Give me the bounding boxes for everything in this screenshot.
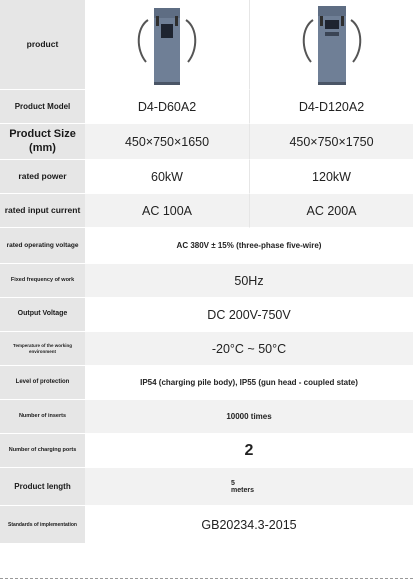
current-d60: AC 100A (85, 194, 249, 228)
product-length-unit: meters (231, 486, 254, 494)
current-d120: AC 200A (249, 194, 413, 228)
power-d60: 60kW (85, 160, 249, 194)
label-rated-input-current: rated input current (0, 194, 85, 228)
output-voltage: DC 200V-750V (85, 298, 413, 332)
model-d60: D4-D60A2 (85, 90, 249, 124)
label-charging-ports: Number of charging ports (0, 434, 85, 468)
label-temperature: Temperature of the working environment (0, 332, 85, 366)
label-rated-power: rated power (0, 160, 85, 194)
label-standards: Standards of implementation (0, 506, 85, 544)
size-d120: 450×750×1750 (249, 124, 413, 160)
label-fixed-frequency: Fixed frequency of work (0, 264, 85, 298)
product-image-d60 (85, 0, 249, 90)
charging-ports: 2 (85, 434, 413, 468)
protection-level: IP54 (charging pile body), IP55 (gun head - coupled state) (85, 366, 413, 400)
bottom-divider (0, 578, 413, 579)
product-length (85, 468, 413, 506)
power-d120: 120kW (249, 160, 413, 194)
operating-voltage: AC 380V ± 15% (three-phase five-wire) (85, 228, 413, 264)
ev-charger-icon (297, 2, 367, 88)
label-output-voltage: Output Voltage (0, 298, 85, 332)
label-protection-level: Level of protection (0, 366, 85, 400)
frequency: 50Hz (85, 264, 413, 298)
label-product-size: Product Size (mm) (0, 124, 85, 160)
product-image-d120 (249, 0, 413, 90)
label-product-length: Product length (0, 468, 85, 506)
size-d60: 450×750×1650 (85, 124, 249, 160)
label-rated-operating-voltage: rated operating voltage (0, 228, 85, 264)
label-product: product (0, 0, 85, 90)
model-d120: D4-D120A2 (249, 90, 413, 124)
ev-charger-icon (132, 2, 202, 88)
label-number-of-inserts: Number of inserts (0, 400, 85, 434)
number-of-inserts: 10000 times (85, 400, 413, 434)
temperature: -20°C ~ 50°C (85, 332, 413, 366)
product-length-value: 5 (231, 479, 235, 487)
label-product-model: Product Model (0, 90, 85, 124)
standards: GB20234.3-2015 (85, 506, 413, 544)
